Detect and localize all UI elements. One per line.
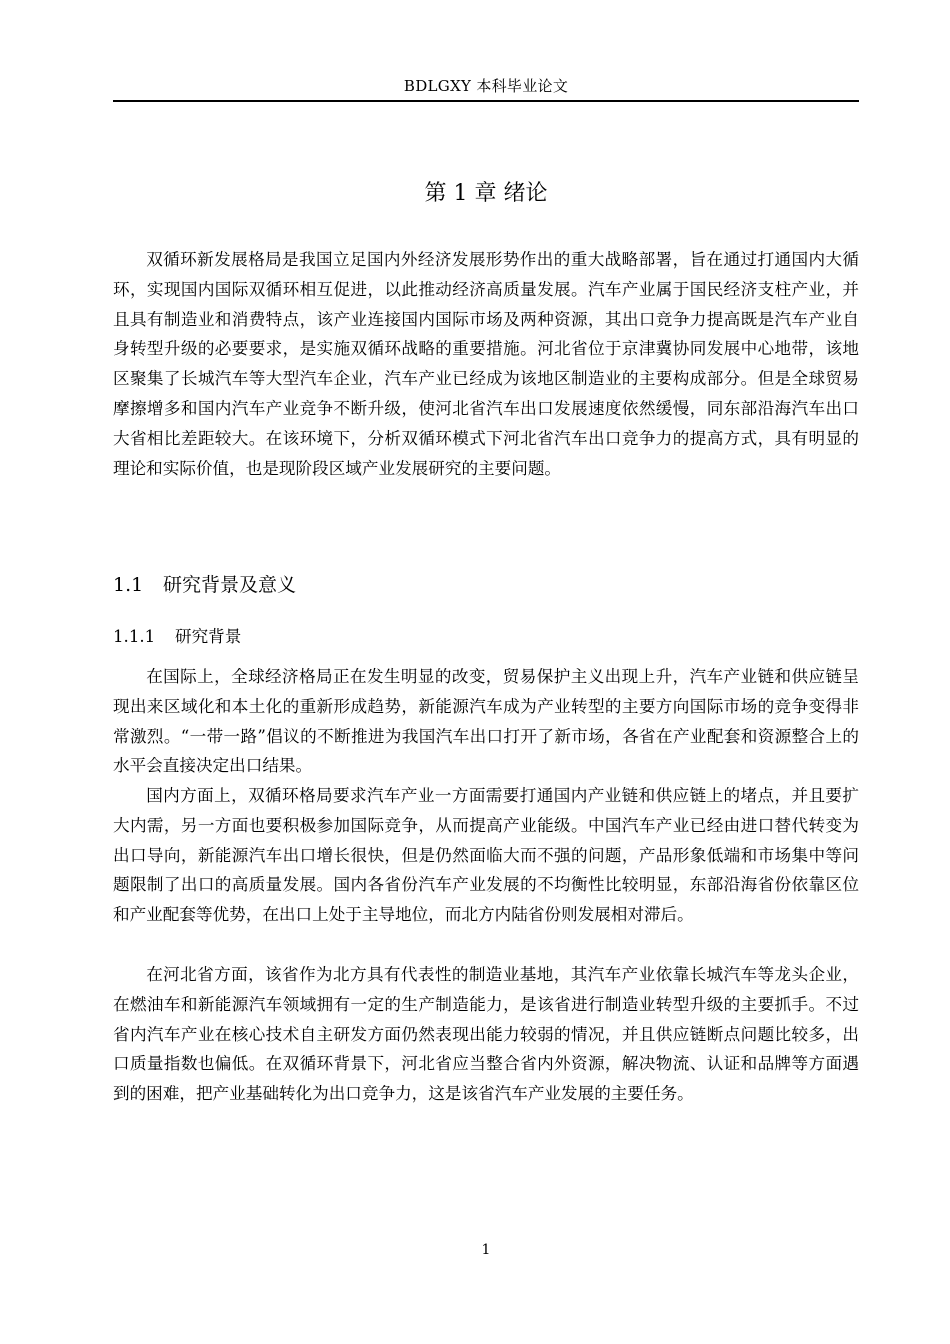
page-header: BDLGXY 本科毕业论文	[403, 77, 569, 95]
body-paragraph-3: 在河北省方面，该省作为北方具有代表性的制造业基地，其汽车产业依靠长城汽车等龙头企业，在燃油车和新能源汽车领域拥有一定的生产制造能力，是该省进行制造业转型升级的主要抓手。不过省内汽车产业在核心技术自主研发方面仍然表现出能力较弱的情况，并且供应链断点问题比较多，出口质量指数也偏低。在双循环背景下，河北省应当整合省内外资源，解决物流、认证和品牌等方面遇到的困难，把产业基础转化为出口竞争力，这是该省汽车产业发展的主要任务。	[113, 965, 859, 1104]
section-title: 研究背景及意义	[163, 574, 297, 596]
subsection-heading	[113, 625, 859, 649]
body-paragraph-1: 在国际上，全球经济格局正在发生明显的改变，贸易保护主义出现上升，汽车产业链和供应链呈现出来区域化和本土化的重新形成趋势，新能源汽车成为产业转型的主要方向国际市场的竞争变得非常激烈。“一带一路”倡议的不断推进为我国汽车出口打开了新市场，各省在产业配套和资源整合上的水平会直接决定出口结果。	[113, 667, 859, 776]
subsection-number: 1.1.1	[113, 627, 156, 646]
intro-paragraph: 双循环新发展格局是我国立足国内外经济发展形势作出的重大战略部署，旨在通过打通国内大循环，实现国内国际双循环相互促进，以此推动经济高质量发展。汽车产业属于国民经济支柱产业，并且具有制造业和消费特点，该产业连接国内国际市场及两种资源，其出口竞争力提高既是汽车产业自身转型升级的必要要求，是实施双循环战略的重要措施。河北省位于京津冀协同发展中心地带，该地区聚集了长城汽车等大型汽车企业，汽车产业已经成为该地区制造业的主要构成部分。但是全球贸易摩擦增多和国内汽车产业竞争不断升级，使河北省汽车出口发展速度依然缓慢，同东部沿海汽车出口大省相比差距较大。在该环境下，分析双循环模式下河北省汽车出口竞争力的提高方式，具有明显的理论和实际价值，也是现阶段区域产业发展研究的主要问题。	[113, 250, 859, 478]
page-number: 1	[481, 1242, 491, 1258]
section-heading	[113, 572, 859, 598]
subsection-title: 研究背景	[175, 627, 242, 646]
chapter-title: 第 1 章 绪论	[424, 181, 548, 206]
header-rule	[113, 100, 859, 102]
body-paragraph-2: 国内方面上，双循环格局要求汽车产业一方面需要打通国内产业链和供应链上的堵点，并且要扩大内需，另一方面也要积极参加国际竞争，从而提高产业能级。中国汽车产业已经由进口替代转变为出口导向，新能源汽车出口增长很快，但是仍然面临大而不强的问题，产品形象低端和市场集中等问题限制了出口的高质量发展。国内各省份汽车产业发展的不均衡性比较明显，东部沿海省份依靠区位和产业配套等优势，在出口上处于主导地位，而北方内陆省份则发展相对滞后。	[113, 786, 859, 925]
section-number: 1.1	[113, 574, 144, 596]
